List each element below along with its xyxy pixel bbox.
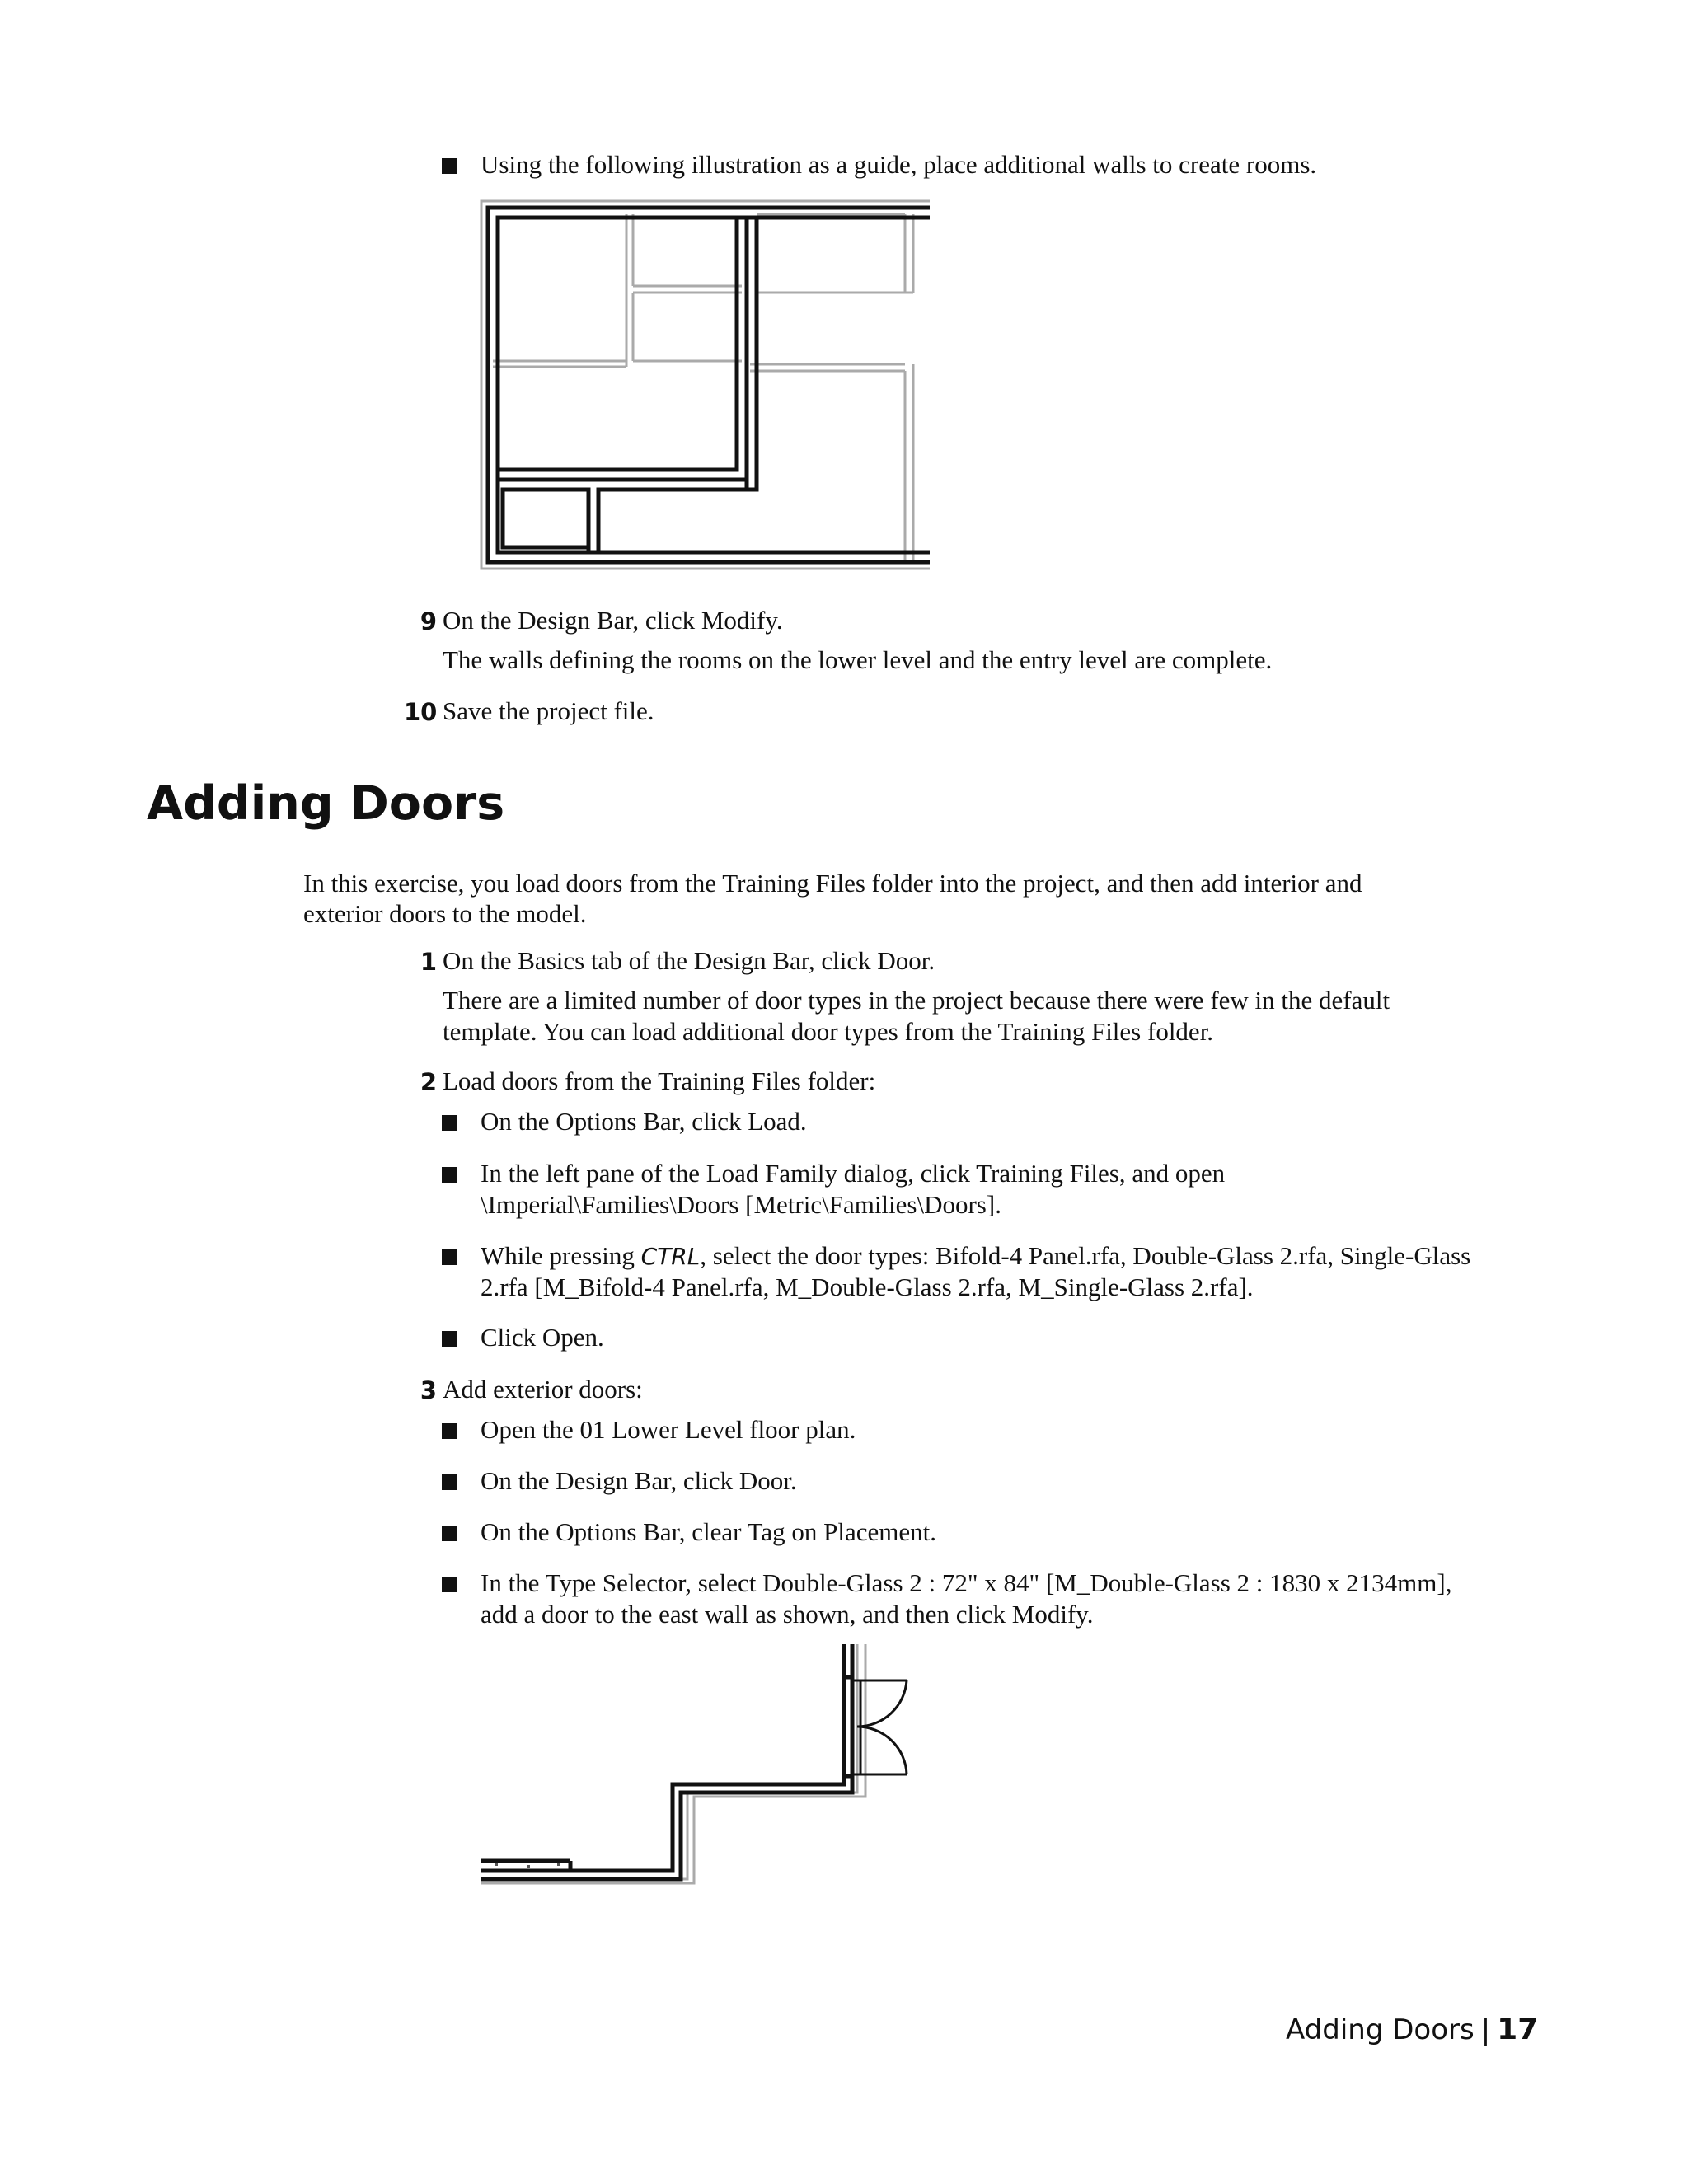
bullet-marker xyxy=(442,1526,457,1541)
bullet-marker xyxy=(442,1167,457,1183)
step-number: 1 xyxy=(420,948,437,976)
step-text: On the Basics tab of the Design Bar, click Door. xyxy=(443,946,935,975)
bullet-text-part: While pressing xyxy=(481,1241,641,1270)
bullet-text xyxy=(481,1240,1470,1272)
step-text: Add exterior doors: xyxy=(443,1375,643,1404)
step-note: There are a limited number of door types in the project because there were few in the default xyxy=(443,986,1390,1015)
section-intro-line: exterior doors to the model. xyxy=(303,899,587,928)
door-placement-illustration xyxy=(478,1644,923,1891)
step-number: 10 xyxy=(404,698,438,726)
bullet-text: On the Options Bar, clear Tag on Placement. xyxy=(481,1517,937,1546)
keyboard-key: CTRL xyxy=(640,1243,701,1270)
bullet-marker xyxy=(442,1474,457,1490)
step-number: 2 xyxy=(420,1068,437,1096)
step-number: 3 xyxy=(420,1376,437,1404)
bullet-marker xyxy=(442,1423,457,1439)
bullet-marker xyxy=(442,158,457,174)
bullet-text: add a door to the east wall as shown, and then click Modify. xyxy=(481,1600,1094,1629)
step-note: template. You can load additional door types from the Training Files folder. xyxy=(443,1017,1214,1046)
step-text: Load doors from the Training Files folder: xyxy=(443,1066,876,1095)
bullet-text: \Imperial\Families\Doors [Metric\Families\Doors]. xyxy=(481,1190,1001,1219)
bullet-text: In the Type Selector, select Double-Glass 2 : 72" x 84" [M_Double-Glass 2 : 1830 x 2134mm], xyxy=(481,1568,1452,1597)
step-note: The walls defining the rooms on the lower level and the entry level are complete. xyxy=(443,645,1273,674)
section-heading: Adding Doors xyxy=(147,776,505,831)
bullet-text: 2.rfa [M_Bifold-4 Panel.rfa, M_Double-Glass 2.rfa, M_Single-Glass 2.rfa]. xyxy=(481,1272,1254,1301)
floor-plan-rooms-illustration xyxy=(478,198,940,573)
bullet-marker xyxy=(442,1577,457,1592)
section-intro-line: In this exercise, you load doors from the Training Files folder into the project, and then add interior and xyxy=(303,869,1362,898)
bullet-text: Click Open. xyxy=(481,1323,604,1352)
page-footer xyxy=(1286,2013,1538,2046)
bullet-marker xyxy=(442,1249,457,1265)
intro-bullet-text: Using the following illustration as a guide, place additional walls to create rooms. xyxy=(481,150,1317,179)
bullet-text: On the Design Bar, click Door. xyxy=(481,1466,797,1495)
bullet-marker xyxy=(442,1331,457,1347)
bullet-marker xyxy=(442,1115,457,1131)
footer-separator: | xyxy=(1480,2013,1491,2046)
footer-section-title: Adding Doors xyxy=(1286,2013,1475,2046)
bullet-text: In the left pane of the Load Family dialog, click Training Files, and open xyxy=(481,1159,1226,1188)
bullet-text-part: , select the door types: Bifold-4 Panel.rfa, Double-Glass 2.rfa, Single-Glass xyxy=(700,1241,1471,1270)
step-text: Save the project file. xyxy=(443,696,654,725)
bullet-text: On the Options Bar, click Load. xyxy=(481,1107,807,1136)
step-text: On the Design Bar, click Modify. xyxy=(443,606,783,635)
page-number: 17 xyxy=(1497,2013,1539,2046)
step-number: 9 xyxy=(420,607,437,635)
bullet-text: Open the 01 Lower Level floor plan. xyxy=(481,1415,856,1444)
